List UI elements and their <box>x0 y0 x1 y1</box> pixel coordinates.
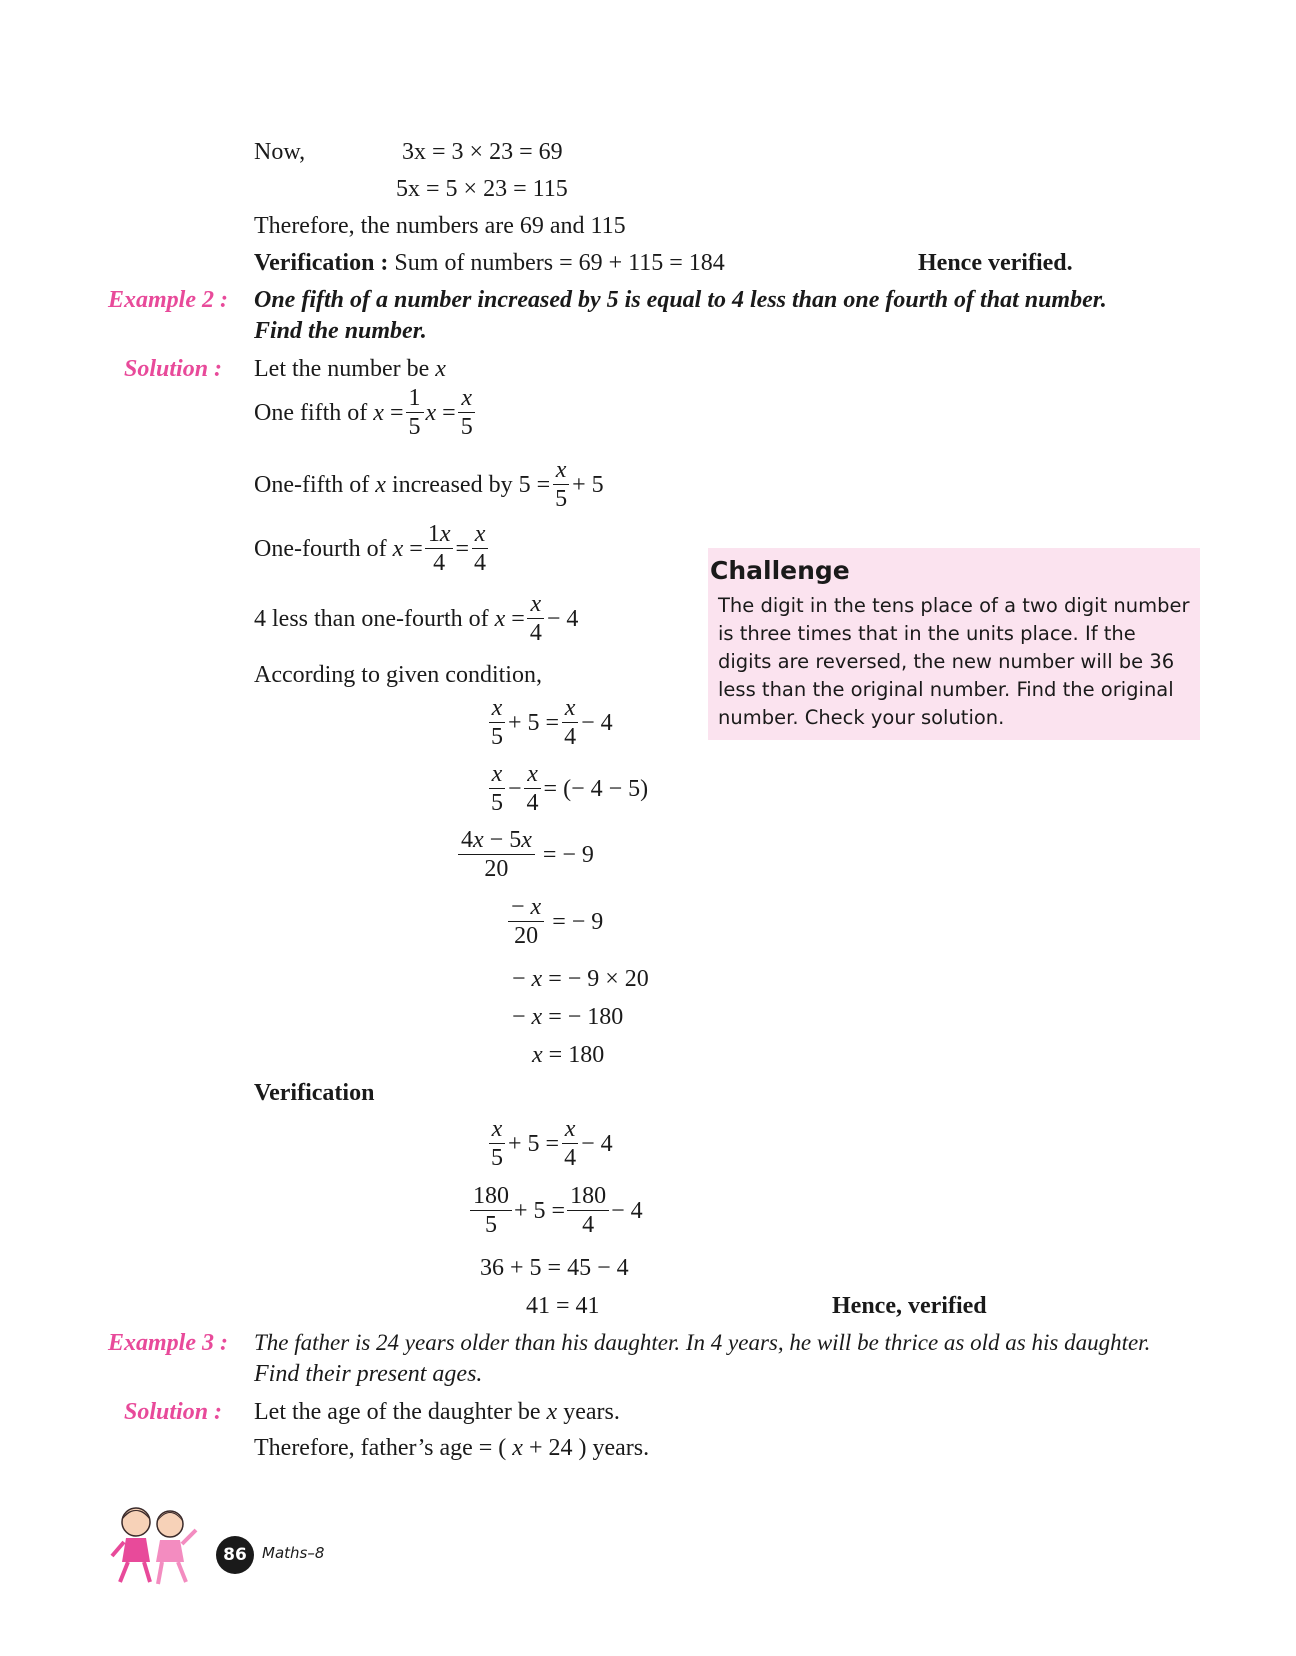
challenge-box <box>708 548 1200 740</box>
verify-1: x 5 + 5 = x 4 − 4 <box>486 1115 613 1172</box>
verify-2: 180 5 + 5 = 180 4 − 4 <box>468 1182 643 1239</box>
step-2: x 5 − x 4 = (− 4 − 5) <box>486 760 648 817</box>
verification-label: Verification : <box>254 250 389 276</box>
let-number: Let the number be x <box>254 356 446 382</box>
let-age: Let the age of the daughter be x years. <box>254 1399 620 1425</box>
step-4: − x 20 = − 9 <box>506 893 603 950</box>
one-fifth-text: One fifth of <box>254 399 368 426</box>
step-3: 4x − 5x 20 = − 9 <box>456 826 594 883</box>
verification-heading: Verification <box>254 1080 375 1106</box>
one-fourth-text: One-fourth of <box>254 535 387 562</box>
book-title: Maths–8 <box>262 1544 325 1562</box>
let-text: Let the number be <box>254 356 430 382</box>
increased-rest: increased by 5 = <box>391 471 551 498</box>
now-label: Now, <box>254 139 306 165</box>
father-rest: + 24 ) years. <box>528 1435 650 1461</box>
according-line: According to given condition, <box>254 662 542 688</box>
less-fourth-line: 4 less than one-fourth of x = x 4 − 4 <box>254 591 579 646</box>
verify-4: 41 = 41 <box>526 1293 600 1319</box>
less-fourth-text: 4 less than one-fourth of <box>254 605 489 632</box>
solution-label-3: Solution : <box>124 1399 223 1425</box>
equation-3x: 3x = 3 × 23 = 69 <box>402 139 563 165</box>
solution-label-2: Solution : <box>124 356 223 382</box>
step-5: − x = − 9 × 20 <box>512 966 649 992</box>
example-3-question: The father is 24 years older than his daughter. In 4 years, he will be thrice as old as his daughter. <box>254 1330 1151 1355</box>
challenge-title: Challenge <box>710 556 850 585</box>
one-fourth-line: One-fourth of x = 1x 4 = x 4 <box>254 520 491 577</box>
step-6: − x = − 180 <box>512 1004 624 1030</box>
challenge-text: The digit in the tens place of a two digit number is three times that in the units place. If the digits are reversed, the new number will be 36 less than the original number. Find the original number. Check your solution. <box>718 594 1190 729</box>
father-age: Therefore, father’s age = ( x + 24 ) years. <box>254 1435 650 1461</box>
equation-5x: 5x = 5 × 23 = 115 <box>396 176 568 202</box>
step-1: x 5 + 5 = x 4 − 4 <box>486 694 613 751</box>
numbers-result: Therefore, the numbers are 69 and 115 <box>254 213 626 239</box>
hence-verified-2: Hence, verified <box>832 1293 987 1319</box>
years-text: years. <box>563 1399 620 1425</box>
increased-line: One-fifth of x increased by 5 = $\frac{x}{5}$ + 5 <box>254 457 604 512</box>
verification-line <box>254 248 725 278</box>
hence-verified-1: Hence verified. <box>918 250 1073 276</box>
father-text: Therefore, father’s age = ( <box>254 1435 507 1461</box>
example-2-question: One fifth of a number increased by 5 is equal to 4 less than one fourth of that number. <box>254 287 1107 313</box>
verification-text: Sum of numbers = 69 + 115 = 184 <box>394 250 725 276</box>
example-2-question-cont: Find the number. <box>254 318 427 344</box>
step-7: x = 180 <box>532 1042 605 1068</box>
kids-illustration <box>106 1500 202 1590</box>
example-3-label: Example 3 : <box>108 1330 228 1356</box>
example-3-question-cont: Find their present ages. <box>254 1361 483 1387</box>
example-2-label: Example 2 : <box>108 287 228 313</box>
page-number-badge: 86 <box>216 1536 254 1574</box>
one-fifth-line: One fifth of x = 1 5 x = x 5 <box>254 384 478 441</box>
verify-3: 36 + 5 = 45 − 4 <box>480 1255 629 1281</box>
let-age-text: Let the age of the daughter be <box>254 1399 541 1425</box>
increased-text: One-fifth of <box>254 471 370 498</box>
